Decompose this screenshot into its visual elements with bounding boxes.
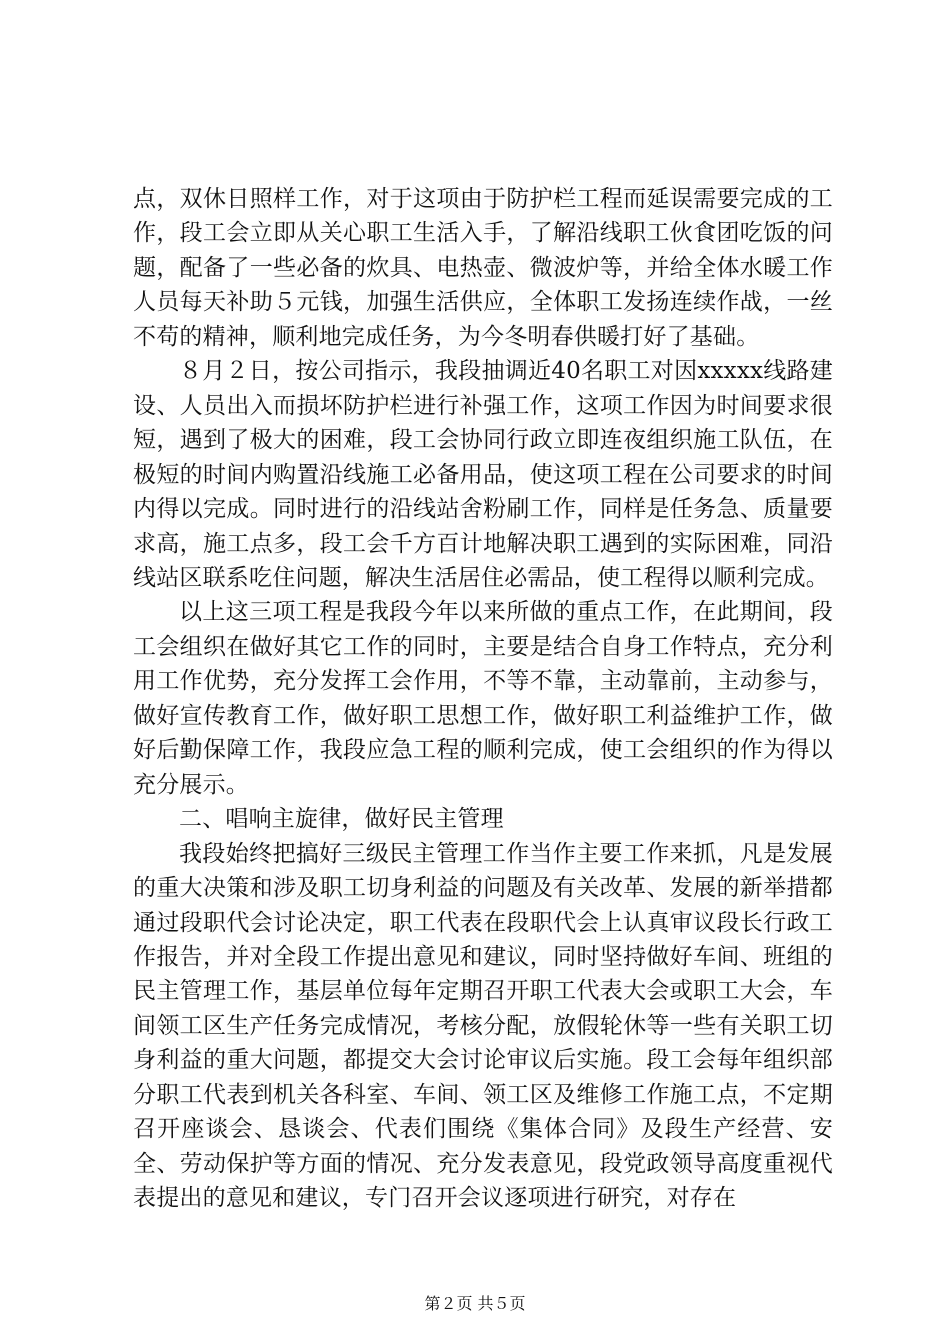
paragraph-democratic-management: 我段始终把搞好三级民主管理工作当作主要工作来抓，凡是发展的重大决策和涉及职工切身利益的问题及有关改革、发展的新举措都通过段职代会讨论决定，职工代表在段职代会上认真审议段长行政工作报告，并对全段工作提出意见和建议，同时坚持做好车间、班组的民主管理工作，基层单位每年定期召开职工代表大会或职工大会，车间领工区生产任务完成情况，考核分配，放假轮休等一些有关职工切身利益的重大问题，都提交大会讨论审议后实施。段工会每年组织部分职工代表到机关各科室、车间、领工区及维修工作施工点，不定期召开座谈会、恳谈会、代表们围绕《集体合同》及段生产经营、安全、劳动保护等方面的情况、充分发表意见，段党政领导高度重视代表提出的意见和建议，专门召开会议逐项进行研究，对存在 [133, 840, 833, 1212]
paragraph-august: ８月２日，按公司指示，我段抽调近40名职工对因xxxxx线路建设、人员出入而损坏防护栏进行补强工作，这项工作因为时间要求很短，遇到了极大的困难，段工会协同行政立即连夜组织施工队伍，在极短的时间内购置沿线施工必备用品，使这项工程在公司要求的时间内得以完成。同时进行的沿线站舍粉刷工作，同样是任务急、质量要求高，施工点多，段工会千方百计地解决职工遇到的实际困难，同沿线站区联系吃住问题，解决生活居住必需品，使工程得以顺利完成。 [133, 358, 833, 591]
document-body [133, 182, 833, 1216]
page-number-footer: 第２页 共５页 [424, 1294, 526, 1313]
paragraph-summary: 以上这三项工程是我段今年以来所做的重点工作，在此期间，段工会组织在做好其它工作的同时，主要是结合自身工作特点，充分利用工作优势，充分发挥工会作用，不等不靠，主动靠前，主动参与，做好宣传教育工作，做好职工思想工作，做好职工利益维护工作，做好后勤保障工作，我段应急工程的顺利完成，使工会组织的作为得以充分展示。 [133, 599, 833, 798]
section-heading: 二、唱响主旋律，做好民主管理 [179, 806, 504, 833]
paragraph-continued: 点，双休日照样工作，对于这项由于防护栏工程而延误需要完成的工作，段工会立即从关心职工生活入手，了解沿线职工伙食团吃饭的问题，配备了一些必备的炊具、电热壶、微波炉等，并给全体水暖工作人员每天补助５元钱，加强生活供应，全体职工发扬连续作战，一丝不苟的精神，顺利地完成任务，为今冬明春供暖打好了基础。 [133, 186, 833, 350]
